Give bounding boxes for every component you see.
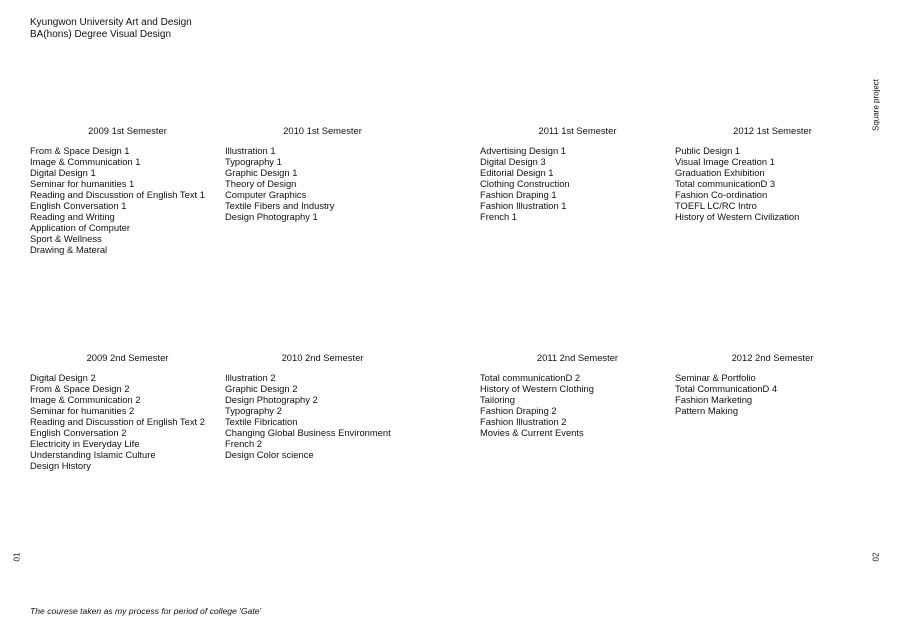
semester-block <box>480 352 675 438</box>
course-item: English Conversation 2 <box>30 427 127 438</box>
course-item: Image & Communication 2 <box>30 394 141 405</box>
semester-title: 2011 1st Semester <box>538 125 617 136</box>
semester-title: 2012 2nd Semester <box>731 352 814 363</box>
degree-name: BA(hons) Degree Visual Design <box>30 29 172 40</box>
course-item: Seminar for humanities 1 <box>30 178 135 189</box>
course-item: Digital Design 3 <box>480 156 546 167</box>
course-item: Seminar for humanities 2 <box>30 405 135 416</box>
course-item: Theory of Design <box>225 178 297 189</box>
course-item: Total communicationD 2 <box>480 372 581 383</box>
course-item: Design Color science <box>225 449 314 460</box>
university-name: Kyungwon University Art and Design <box>30 17 192 28</box>
semester-title: 2011 2nd Semester <box>536 352 619 363</box>
course-item: Textile Fibers and Industry <box>225 200 335 211</box>
course-item: Electricity in Everyday Life <box>30 438 140 449</box>
document-header <box>30 17 192 41</box>
course-item: Illustration 1 <box>225 145 276 156</box>
semester-block <box>675 352 870 416</box>
page-number-right: 02 <box>871 552 881 562</box>
course-item: History of Western Clothing <box>480 383 594 394</box>
course-item: Drawing & Materal <box>30 244 108 255</box>
course-item: From & Space Design 1 <box>30 145 130 156</box>
course-item: Fashion Illustration 1 <box>480 200 567 211</box>
course-item: Reading and Writing <box>30 211 115 222</box>
course-item: Reading and Discusstion of English Text 1 <box>30 189 205 200</box>
course-item: French 2 <box>225 438 262 449</box>
course-item: Digital Design 2 <box>30 372 96 383</box>
course-item: History of Western Civilization <box>675 211 800 222</box>
semester-block <box>675 125 870 222</box>
course-item: Typography 1 <box>225 156 282 167</box>
course-item: Fashion Illustration 2 <box>480 416 567 427</box>
course-item: TOEFL LC/RC Intro <box>675 200 757 211</box>
course-item: Illustration 2 <box>225 372 276 383</box>
caption: The courese taken as my process for period of college 'Gate' <box>30 606 262 616</box>
course-item: Seminar & Portfolio <box>675 372 756 383</box>
course-item: Fashion Co-ordination <box>675 189 768 200</box>
semester-title: 2009 2nd Semester <box>86 352 169 363</box>
course-item: Tailoring <box>480 394 515 405</box>
course-item: Design Photography 1 <box>225 211 318 222</box>
course-item: Fashion Draping 1 <box>480 189 557 200</box>
semester-block <box>225 352 420 460</box>
semester-block <box>30 125 225 255</box>
course-item: Changing Global Business Environment <box>225 427 391 438</box>
course-item: Sport & Wellness <box>30 233 102 244</box>
side-label: Square project <box>871 78 881 132</box>
course-item: French 1 <box>480 211 517 222</box>
semester-block <box>225 125 420 222</box>
course-item: Advertising Design 1 <box>480 145 566 156</box>
course-item: Application of Computer <box>30 222 131 233</box>
page-number-left: 01 <box>12 552 22 562</box>
semester-title: 2010 2nd Semester <box>281 352 364 363</box>
course-item: Design History <box>30 460 91 471</box>
course-item: Computer Graphics <box>225 189 307 200</box>
course-item: Digital Design 1 <box>30 167 96 178</box>
semester-title: 2010 1st Semester <box>283 125 362 136</box>
course-item: Fashion Marketing <box>675 394 753 405</box>
course-item: Editorial Design 1 <box>480 167 554 178</box>
course-item: Reading and Discusstion of English Text 2 <box>30 416 205 427</box>
course-item: Fashion Draping 2 <box>480 405 557 416</box>
semester-title: 2009 1st Semester <box>88 125 167 136</box>
course-item: Public Design 1 <box>675 145 741 156</box>
course-item: Image & Communication 1 <box>30 156 141 167</box>
course-item: From & Space Design 2 <box>30 383 130 394</box>
course-item: Movies & Current Events <box>480 427 584 438</box>
course-item: Understanding Islamic Culture <box>30 449 156 460</box>
semester-title: 2012 1st Semester <box>733 125 812 136</box>
course-item: Total communicationD 3 <box>675 178 776 189</box>
course-item: Graphic Design 2 <box>225 383 298 394</box>
course-item: Clothing Construction <box>480 178 570 189</box>
course-item: English Conversation 1 <box>30 200 127 211</box>
course-item: Design Photography 2 <box>225 394 318 405</box>
semester-block <box>30 352 225 471</box>
course-item: Pattern Making <box>675 405 739 416</box>
course-item: Typography 2 <box>225 405 282 416</box>
course-item: Textile Fibrication <box>225 416 298 427</box>
course-item: Graphic Design 1 <box>225 167 298 178</box>
course-item: Total CommunicationD 4 <box>675 383 778 394</box>
semester-block <box>480 125 675 222</box>
course-item: Graduation Exhibition <box>675 167 765 178</box>
course-item: Visual Image Creation 1 <box>675 156 775 167</box>
